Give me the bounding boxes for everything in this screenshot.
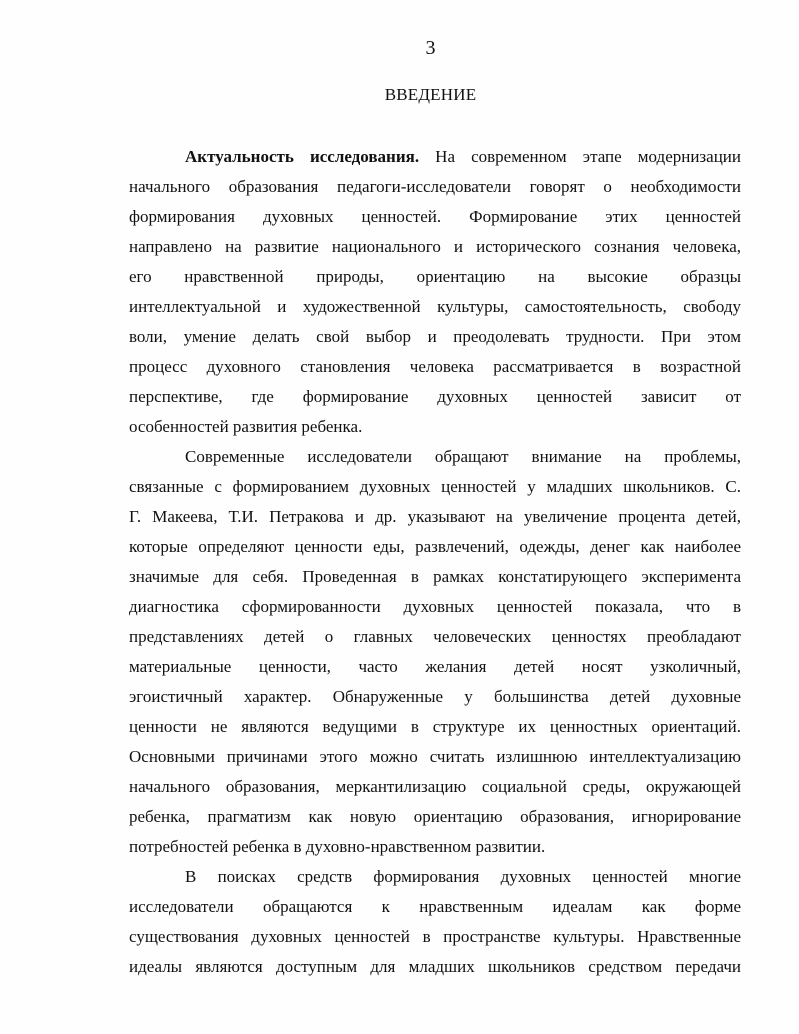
text-line: значимые для себя. Проведенная в рамках констатирующего эксперимента (129, 567, 741, 586)
paragraph-researchers (129, 442, 741, 862)
text-line: представлениях детей о главных человеческих ценностях преобладают (129, 627, 741, 646)
text-line: идеалы являются доступным для младших школьников средством передачи (129, 957, 741, 976)
text-line: диагностика сформированности духовных ценностей показала, что в (129, 597, 741, 616)
line-text: На современном этапе модернизации (419, 147, 741, 166)
text-line: Г. Макеева, Т.И. Петракова и др. указывают на увеличение процента детей, (129, 507, 741, 526)
text-line: связанные с формированием духовных ценностей у младших школьников. С. (129, 477, 741, 496)
body-text (129, 142, 741, 982)
text-line: воли, умение делать свой выбор и преодолевать трудности. При этом (129, 327, 741, 346)
text-line: процесс духовного становления человека рассматривается в возрастной (129, 357, 741, 376)
paragraph-relevance (129, 142, 741, 442)
text-line: начального образования педагоги-исследователи говорят о необходимости (129, 177, 741, 196)
text-line: интеллектуальной и художественной культуры, самостоятельность, свободу (129, 297, 741, 316)
text-line: которые определяют ценности еды, развлечений, одежды, денег как наиболее (129, 537, 741, 556)
text-line: направлено на развитие национального и исторического сознания человека, (129, 237, 741, 256)
text-line: материальные ценности, часто желания детей носят узколичный, (129, 657, 741, 676)
text-line: особенностей развития ребенка. (129, 417, 363, 436)
text-line: перспективе, где формирование духовных ценностей зависит от (129, 387, 741, 406)
text-line: ценности не являются ведущими в структуре их ценностных ориентаций. (129, 717, 741, 736)
text-line: его нравственной природы, ориентацию на высокие образцы (129, 267, 741, 286)
text-line: начального образования, меркантилизацию социальной среды, окружающей (129, 777, 741, 796)
text-line (129, 142, 741, 172)
text-line: Современные исследователи обращают внимание на проблемы, (185, 447, 741, 466)
text-line: исследователи обращаются к нравственным идеалам как форме (129, 897, 741, 916)
text-line: ребенка, прагматизм как новую ориентацию образования, игнорирование (129, 807, 741, 826)
bold-lead-in: Актуальность исследования. (185, 147, 420, 166)
text-line: существования духовных ценностей в пространстве культуры. Нравственные (129, 927, 741, 946)
section-heading: ВВЕДЕНИЕ (384, 85, 477, 104)
text-line: формирования духовных ценностей. Формирование этих ценностей (129, 207, 741, 226)
text-line: эгоистичный характер. Обнаруженные у большинства детей духовные (129, 687, 741, 706)
text-line: потребностей ребенка в духовно-нравственном развитии. (129, 837, 546, 856)
paragraph-ideals (129, 862, 741, 982)
text-line: Основными причинами этого можно считать излишнюю интеллектуализацию (129, 747, 741, 766)
text-line: В поисках средств формирования духовных ценностей многие (185, 867, 741, 886)
page-number: 3 (425, 37, 436, 59)
